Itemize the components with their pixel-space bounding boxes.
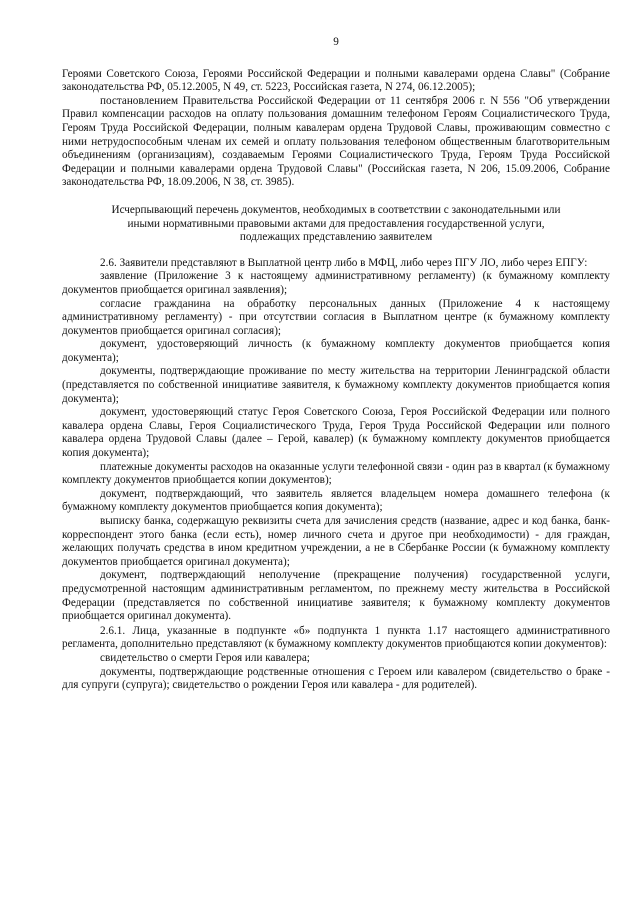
intro-paragraph-2: постановлением Правительства Российской Федерации от 11 сентября 2006 г. N 556 "Об утверждении Правил компенсации расходов на оплату пользования домашним телефоном Героям Социалистического Труда, Героям Труда Российской Федерации, полным кавалерам ордена Трудовой Славы, проживающим совместно с ними нетрудоспособным членам их семей и оплату пользования телефоном общественным благотворительным объединениям (организациям), создаваемым Героями Социалистического Труда, Героям Труда Российской Федерации и полными кавалерами ордена Трудовой Славы" (Российская газета, N 206, 15.09.2006, Собрание законодательства РФ, 18.09.2006, N 38, ст. 3985). [62,94,610,189]
list-item-bank-statement: выписку банка, содержащую реквизиты счета для зачисления средств (название, адрес и код банка, банк-корреспондент этого банка (если есть), номер личного счета и другое при необходимости) - для граждан, желающих получать средства в ином кредитном учреждении, а не в Сбербанке России (к бумажному комплекту документов приобщается оригинал документа); [62,515,610,568]
list-item-residence-documents: документы, подтверждающие проживание по месту жительства на территории Ленинградской области (представляется по собственной инициативе заявителя, к бумажному комплекту документов приобщается копия документа); [62,365,610,405]
list-item-payment-documents: платежные документы расходов на оказанные услуги телефонной связи - один раз в квартал (к бумажному комплекту документов приобщается копии документов); [62,460,610,487]
list-item-phone-owner-document: документ, подтверждающий, что заявитель является владельцем номера домашнего телефона (к бумажному комплекту документов приобщается копия документа); [62,487,610,514]
section-heading-line-3: подлежащих представлению заявителем [239,231,433,244]
page-number: 9 [333,36,339,48]
paragraph-2-6: 2.6. Заявители представляют в Выплатной центр либо в МФЦ, либо через ПГУ ЛО, либо через ЕПГУ: [100,256,588,269]
section-heading-line-1: Исчерпывающий перечень документов, необходимых в соответствии с законодательными или [111,203,561,216]
list-item-consent: согласие гражданина на обработку персональных данных (Приложение 4 к настоящему административному регламенту) - при отсутствии согласия в Выплатном центре (к бумажному комплекту документов приобщается оригинал согласия); [62,297,610,337]
list-item-death-certificate: свидетельство о смерти Героя или кавалера; [100,651,310,664]
list-item-application: заявление (Приложение 3 к настоящему административному регламенту) (к бумажному комплекту документов приобщается оригинал заявления); [62,270,610,296]
section-heading-line-2: иными нормативными правовыми актами для предоставления государственной услуги, [127,217,545,230]
paragraph-2-6-1: 2.6.1. Лица, указанные в подпункте «б» подпункта 1 пункта 1.17 настоящего административного регламента, дополнительно представляют (к бумажному комплекту документов приобщаются копии документов): [62,624,610,651]
list-item-kinship-documents: документы, подтверждающие родственные отношения с Героем или кавалером (свидетельство о браке - для супруги (супруга); свидетельство о рождении Героя или кавалера - для родителей). [62,665,610,692]
list-item-identity-document: документ, удостоверяющий личность (к бумажному комплекту документов приобщается копия документа); [62,338,610,364]
list-item-non-receipt-document: документ, подтверждающий неполучение (прекращение получения) государственной услуги, предусмотренной настоящим административным регламентом, по прежнему месту жительства в Российской Федерации (представляется по собственной инициативе заявителя; к бумажному комплекту документов приобщается оригинал документа). [62,569,610,623]
list-item-status-document: документ, удостоверяющий статус Героя Советского Союза, Героя Российской Федерации или полного кавалера ордена Славы, Героя Социалистического Труда, Героя Труда Российской Федерации или полного кавалера ордена Трудовой Славы (далее – Герой, кавалер) (к бумажному комплекту документов приобщается копия документа); [62,406,610,460]
intro-paragraph-1: Героями Советского Союза, Героями Российской Федерации и полными кавалерами ордена Славы" (Собрание законодательства РФ, 05.12.2005, N 49, ст. 5223, Российская газета, N 274, 06.12.2005); [62,67,610,94]
section-heading [62,204,610,245]
